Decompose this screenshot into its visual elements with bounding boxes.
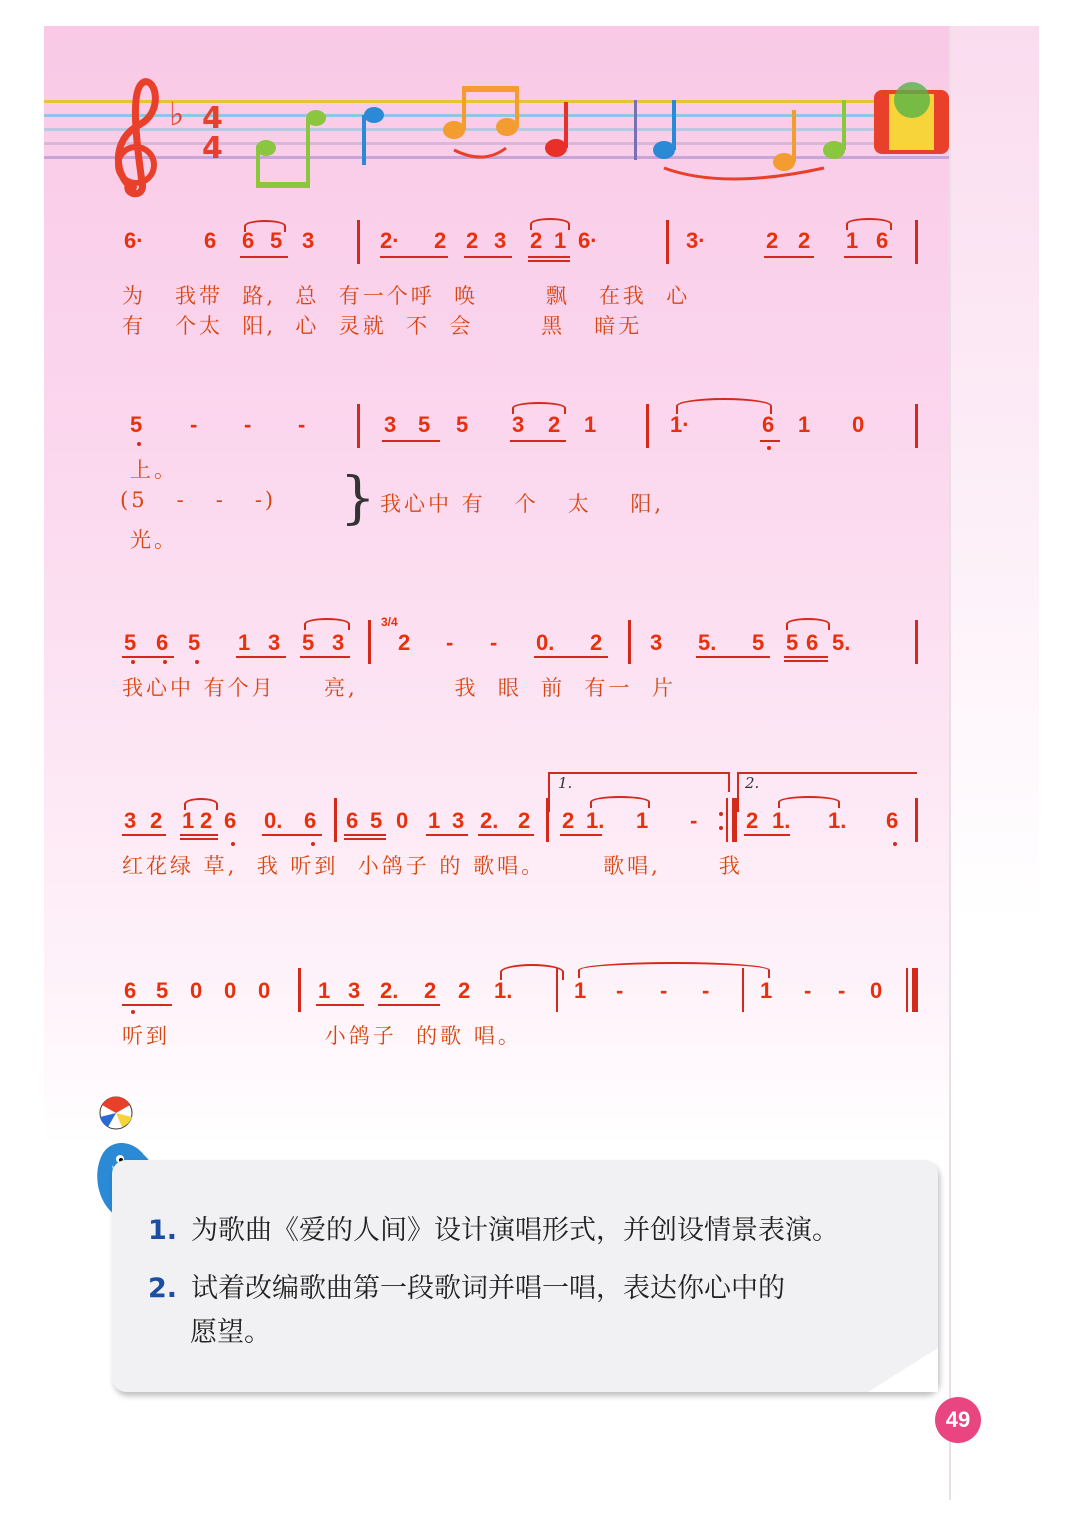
brace-icon: } (340, 466, 376, 531)
note: 3 (512, 412, 525, 437)
task-item (148, 1266, 785, 1305)
note: 5 (270, 228, 283, 253)
note: 1 (798, 412, 811, 437)
note: 2 (466, 228, 479, 253)
task-text: 试着改编歌曲第一段歌词并唱一唱，表达你心中的 (191, 1273, 786, 1304)
note: 5 (456, 412, 469, 437)
note: 2 (746, 808, 759, 833)
note: - (298, 412, 306, 437)
note: 6 (876, 228, 889, 253)
note: 5. (832, 630, 851, 655)
svg-text:4: 4 (202, 131, 223, 166)
lyric-line: (5 - - -) (120, 488, 277, 512)
note: 2 (530, 228, 543, 253)
lyric-line: 我心中 有 个 太 阳, (380, 492, 665, 516)
note: 6 (242, 228, 255, 253)
note: - (804, 978, 812, 1003)
lyric-line: 上。 (130, 458, 178, 482)
note: 2 (458, 978, 471, 1003)
note: - (190, 412, 198, 437)
task-number: 2. (148, 1273, 178, 1304)
note: 0 (190, 978, 203, 1003)
lyric-line: 红花绿 草, 我 听到 小鸽子 的 歌唱。 歌唱, 我 (122, 854, 743, 878)
note: 1. (494, 978, 513, 1003)
note: 3 (384, 412, 397, 437)
note: 1 (318, 978, 331, 1003)
note: 5 (370, 808, 383, 833)
note: 5 (124, 630, 137, 655)
note: 5 (786, 630, 799, 655)
page-curl-icon (868, 1348, 938, 1392)
note: 6 (304, 808, 317, 833)
lyric-line: 为 我带 路, 总 有一个呼 唤 飘 在我 心 (122, 284, 691, 308)
note: 0. (264, 808, 283, 833)
note: 2. (380, 978, 399, 1003)
lyric-line: 听到 小鸽子 的歌 唱。 (122, 1024, 522, 1048)
note: - (838, 978, 846, 1003)
time-signature: 3/4 (381, 615, 398, 629)
note: 6 (886, 808, 899, 833)
note: 5 (188, 630, 201, 655)
note: 1 (846, 228, 859, 253)
note: 6 (806, 630, 819, 655)
page-number: 49 (935, 1397, 981, 1443)
task-text: 愿望。 (190, 1317, 271, 1348)
page-edge-strip (951, 26, 1039, 1500)
note: 2 (200, 808, 213, 833)
note: 6 (124, 978, 137, 1003)
note: 5 (156, 978, 169, 1003)
note: 2 (150, 808, 163, 833)
note: 6· (124, 228, 144, 253)
note: 1 (584, 412, 597, 437)
note: 6 (346, 808, 359, 833)
accordion-icon (874, 82, 949, 154)
note: 5 (752, 630, 765, 655)
note: - (244, 412, 252, 437)
note: 5 (130, 412, 143, 437)
note: 0 (852, 412, 865, 437)
note: 5 (302, 630, 315, 655)
note: - (660, 978, 668, 1003)
note: 6 (156, 630, 169, 655)
note: 1 (238, 630, 251, 655)
staff-banner (44, 70, 949, 200)
note: 3 (268, 630, 281, 655)
task-item (148, 1208, 839, 1247)
note: 3 (650, 630, 663, 655)
lyric-line: 我心中 有个月 亮, 我 眼 前 有一 片 (122, 676, 676, 700)
note: 0 (224, 978, 237, 1003)
note: 3 (302, 228, 315, 253)
note: 0. (536, 630, 555, 655)
note: 1 (574, 978, 587, 1003)
note: 1. (828, 808, 847, 833)
svg-text:♭: ♭ (169, 95, 185, 133)
note: 0 (870, 978, 883, 1003)
svg-text:4: 4 (202, 101, 223, 136)
note: 3· (686, 228, 706, 253)
lyric-line: 有 个太 阳, 心 灵就 不 会 黑 暗无 (122, 314, 643, 338)
task-number: 1. (148, 1215, 178, 1246)
ending-2-label: 2. (745, 774, 760, 792)
note: 2 (590, 630, 603, 655)
note: 3 (124, 808, 137, 833)
note: 2. (480, 808, 499, 833)
note: 1 (554, 228, 567, 253)
note: 3 (332, 630, 345, 655)
note: 3 (348, 978, 361, 1003)
note: 2 (798, 228, 811, 253)
note: - (446, 630, 454, 655)
activity-box (112, 1160, 938, 1392)
note: 2· (380, 228, 400, 253)
note: - (490, 630, 498, 655)
note: 1 (182, 808, 195, 833)
note: 2 (562, 808, 575, 833)
note: 2 (548, 412, 561, 437)
lyric-line: 光。 (130, 528, 178, 552)
task-item (190, 1310, 271, 1349)
treble-clef-icon (118, 82, 155, 194)
note: 5 (418, 412, 431, 437)
note: 6 (204, 228, 217, 253)
task-text: 为歌曲《爱的人间》设计演唱形式，并创设情景表演。 (191, 1215, 840, 1246)
note: - (690, 808, 698, 833)
note: 2 (424, 978, 437, 1003)
note: 1 (428, 808, 441, 833)
note: 3 (452, 808, 465, 833)
note: 2 (518, 808, 531, 833)
note: 6 (224, 808, 237, 833)
note: 1 (760, 978, 773, 1003)
note: 3 (494, 228, 507, 253)
note: 6 (762, 412, 775, 437)
note: - (616, 978, 624, 1003)
note: - (702, 978, 710, 1003)
note: 1· (670, 412, 690, 437)
note: 5. (698, 630, 717, 655)
note: 2 (434, 228, 447, 253)
note: 0 (396, 808, 409, 833)
note: 2 (766, 228, 779, 253)
note: 1. (586, 808, 605, 833)
note: 1 (636, 808, 649, 833)
note: 1. (772, 808, 791, 833)
note: 2 (398, 630, 411, 655)
note: 6· (578, 228, 598, 253)
ending-1-label: 1. (558, 774, 573, 792)
note: 0 (258, 978, 271, 1003)
